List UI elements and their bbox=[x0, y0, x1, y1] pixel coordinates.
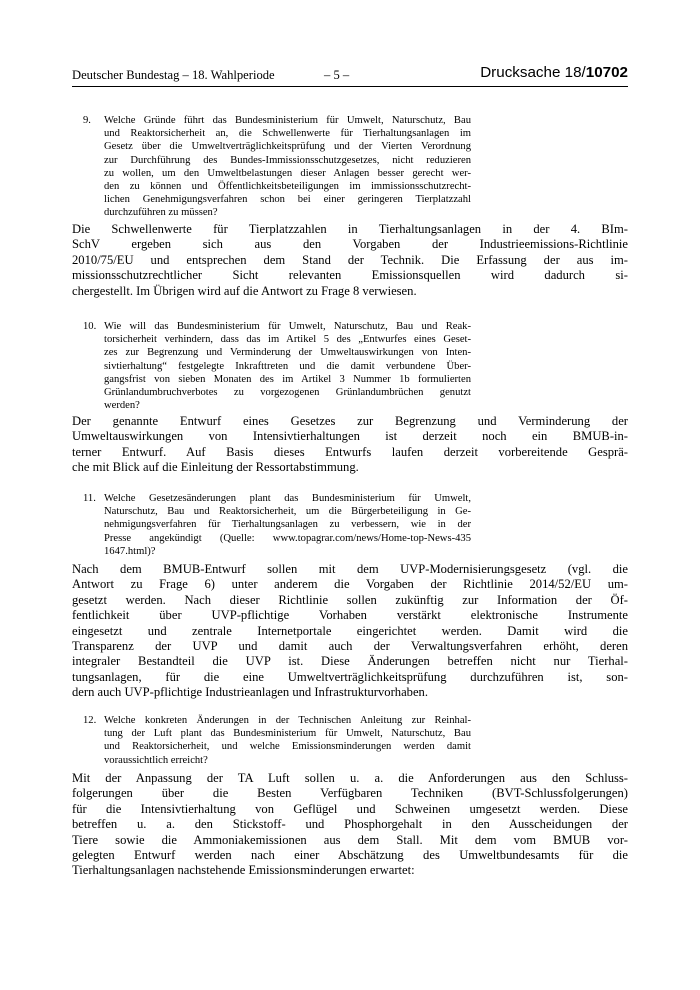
answer-line: Tierhaltungsanlagen nachstehende Emissionsminderungen erwartet: bbox=[72, 863, 415, 878]
answer-line: Umweltauswirkungen von Intensivtierhaltungen ist derzeit noch ein BMUB-in- bbox=[72, 429, 628, 444]
header-doc-number-light: 18/ bbox=[564, 64, 586, 81]
question-9 bbox=[83, 114, 471, 220]
question-line: Wie will das Bundesministerium für Umwelt, Naturschutz, Bau und Reak- bbox=[104, 321, 471, 332]
answer-line: chergestellt. Im Übrigen wird auf die Antwort zu Frage 8 verwiesen. bbox=[72, 283, 417, 298]
header-document-number bbox=[480, 64, 628, 81]
header-doc-prefix: Drucksache bbox=[480, 64, 565, 81]
question-line: Welche Gründe führt das Bundesministerium für Umwelt, Naturschutz, Bau bbox=[104, 115, 471, 126]
question-line: und Reaktorsicherheit, und welche Emissionsminderungen werden damit bbox=[104, 741, 471, 753]
question-line: und Reaktorsicherheit an, die Schwellenwerte für Tierhaltungsanlagen im bbox=[104, 128, 471, 140]
answer-line: Antwort zu Frage 6) unter anderem die Vorgaben der Richtlinie 2014/52/EU um- bbox=[72, 577, 628, 592]
header-parliament: Deutscher Bundestag – 18. Wahlperiode bbox=[72, 68, 275, 82]
answer-line: folgerungen über die Besten Verfügbaren Techniken (BVT-Schlussfolgerungen) bbox=[72, 786, 628, 801]
question-line: Grünlandumbruchverbotes zu vorgezogenen Grünlandumbrüchen genutzt bbox=[104, 387, 471, 399]
question-line: torsicherheit verhindern, dass das im Artikel 5 des „Entwurfes eines Geset- bbox=[104, 334, 471, 346]
question-line: zes zur Begrenzung und Verminderung der Umweltauswirkungen von Inten- bbox=[104, 347, 471, 359]
answer-line: Die Schwellenwerte für Tierplatzzahlen in Tierhaltungsanlagen in der 4. BIm- bbox=[72, 222, 628, 236]
question-number: 9. bbox=[83, 115, 91, 126]
answer-line: gesetzt werden. Nach dieser Richtlinie sollen zukünftig zur Information der Öf- bbox=[72, 592, 628, 607]
question-line: sivtierhaltung“ festgelegte Inkrafttreten und die damit verbundene Über- bbox=[104, 360, 471, 372]
answer-11 bbox=[72, 562, 628, 701]
question-line: Welche Gesetzesänderungen plant das Bundesministerium für Umwelt, bbox=[104, 493, 471, 504]
question-line: durchzuführen zu müssen? bbox=[104, 207, 218, 219]
answer-line: Nach dem BMUB-Entwurf sollen mit dem UVP-Modernisierungsgesetz (vgl. die bbox=[72, 562, 628, 576]
question-line: gangsfrist von sieben Monaten des im Artikel 3 Nummer 1b formulierten bbox=[104, 373, 471, 385]
question-12 bbox=[83, 714, 471, 767]
question-line: Presse angekündigt (Quelle: www.topagrar.com/news/Home-top-News-435 bbox=[104, 532, 471, 544]
question-line: Gesetz über die Umweltverträglichkeitsprüfung und der Vierten Verordnung bbox=[104, 141, 471, 153]
answer-line: che mit Blick auf die Einleitung der Ressortabstimmung. bbox=[72, 460, 359, 475]
answer-12 bbox=[72, 771, 628, 879]
answer-line: fentlichkeit über UVP-pflichtige Vorhaben verstärkt elektronische Instrumente bbox=[72, 608, 628, 623]
answer-line: missionsschutzrechtlicher Sicht relevanten Emissionsquellen wird dadurch si- bbox=[72, 268, 628, 283]
question-number: 12. bbox=[83, 715, 97, 726]
question-line: den zu können und Öffentlichkeitsbeteiligungen im immissionsschutzrecht- bbox=[104, 181, 471, 193]
answer-line: Mit der Anpassung der TA Luft sollen u. a. die Anforderungen aus den Schluss- bbox=[72, 771, 628, 785]
question-line: Welche konkreten Änderungen in der Technischen Anleitung zur Reinhal- bbox=[104, 715, 471, 726]
question-number: 11. bbox=[83, 493, 96, 504]
answer-line: gelegten Entwurf werden nach einer Abschätzung des Umweltbundesamts für die bbox=[72, 848, 628, 863]
answer-line: tungsanlagen, für die eine Umweltverträglichkeitsprüfung durchzuführen ist, son- bbox=[72, 669, 628, 684]
answer-line: integraler Bestandteil die UVP ist. Diese Änderungen betreffen nicht nur Tierhal- bbox=[72, 654, 628, 669]
question-line: voraussichtlich erreicht? bbox=[104, 754, 208, 766]
answer-line: für die Intensivtierhaltung von Geflügel und Schweinen umgesetzt werden. Diese bbox=[72, 801, 628, 816]
answer-line: dern auch UVP-pflichtige Industrieanlagen und Infrastrukturvorhaben. bbox=[72, 685, 429, 700]
question-line: Naturschutz, Bau und Reaktorsicherheit, um die Bürgerbeteiligung in Ge- bbox=[104, 506, 471, 518]
question-10 bbox=[83, 320, 471, 412]
question-line: werden? bbox=[104, 400, 140, 412]
header-rule bbox=[72, 86, 628, 87]
question-line: 1647.html)? bbox=[104, 545, 156, 557]
header-page-number: – 5 – bbox=[324, 68, 350, 82]
answer-line: Der genannte Entwurf eines Gesetzes zur Begrenzung und Verminderung der bbox=[72, 414, 628, 428]
answer-line: Transparenz der UVP und damit auch der Verwaltungsverfahren erhöht, deren bbox=[72, 639, 628, 654]
question-line: nehmigungsverfahren für Tierhaltungsanlagen zu verbessern, wie in der bbox=[104, 519, 471, 531]
question-number: 10. bbox=[83, 321, 97, 332]
answer-10 bbox=[72, 414, 628, 476]
header-doc-number-bold: 10702 bbox=[585, 64, 628, 81]
answer-line: terner Entwurf. Auf Basis dieses Entwurfs laufen derzeit vorbereitende Gesprä- bbox=[72, 444, 628, 459]
answer-line: SchV ergeben sich aus den Vorgaben der Industrieemissions-Richtlinie bbox=[72, 237, 628, 252]
answer-9 bbox=[72, 222, 628, 299]
question-line: zu wollen, um den Umweltbelastungen dieser Anlagen besser gerecht wer- bbox=[104, 167, 471, 179]
answer-line: 2010/75/EU und entsprechen dem Stand der Technik. Die Erfassung der aus im- bbox=[72, 252, 628, 267]
question-line: lichen Genehmigungsverfahren schon bei einer geringeren Tierplatzzahl bbox=[104, 194, 471, 206]
question-11 bbox=[83, 492, 471, 558]
answer-line: eingesetzt und zentrale Internetportale eingerichtet werden. Damit wird die bbox=[72, 623, 628, 638]
question-line: tung der Luft plant das Bundesministerium für Umwelt, Naturschutz, Bau bbox=[104, 728, 471, 740]
page-header bbox=[72, 66, 628, 86]
answer-line: Tiere sowie die Ammoniakemissionen aus dem Stall. Mit dem vom BMUB vor- bbox=[72, 832, 628, 847]
answer-line: betreffen u. a. den Stickstoff- und Phosphorgehalt in den Ausscheidungen der bbox=[72, 817, 628, 832]
question-line: zur Durchführung des Bundes-Immissionsschutzgesetzes, nicht reduzieren bbox=[104, 154, 471, 166]
